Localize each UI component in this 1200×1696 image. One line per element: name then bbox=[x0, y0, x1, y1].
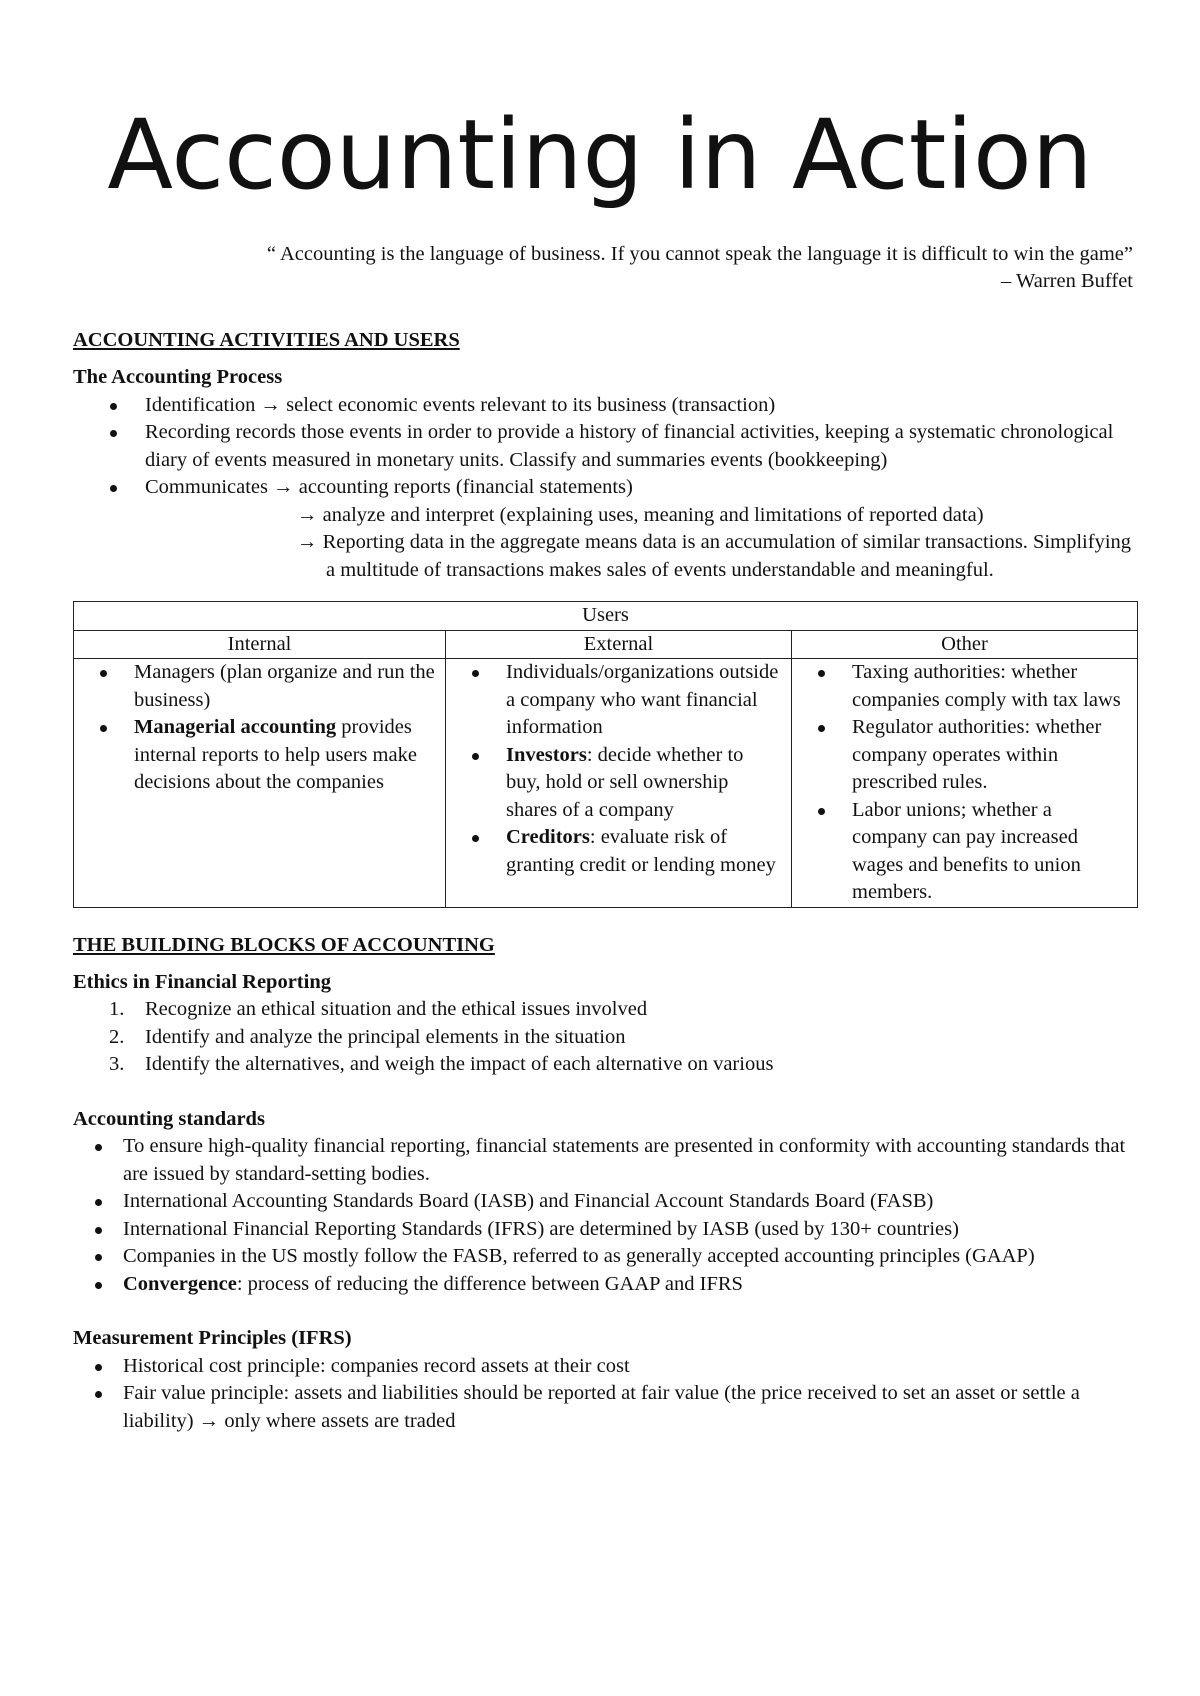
list-item: Labor unions; whether a company can pay increased wages and benefits to union members. bbox=[792, 797, 1129, 907]
table-caption: Users bbox=[74, 602, 1138, 631]
list-item: Managers (plan organize and run the business) bbox=[74, 659, 437, 714]
list-item: Recording records those events in order to provide a history of financial activities, keeping a systematic chronological diary of events measured in monetary units. Classify and summaries events (bookkeeping) bbox=[73, 419, 1143, 474]
section-heading-activities: ACCOUNTING ACTIVITIES AND USERS bbox=[73, 329, 460, 351]
section-heading-building-blocks: THE BUILDING BLOCKS OF ACCOUNTING bbox=[73, 933, 495, 956]
quote-block bbox=[110, 241, 1133, 295]
item-text: Identify the alternatives, and weigh the impact of each alternative on various bbox=[145, 1053, 774, 1075]
sub-item: → Reporting data in the aggregate means data is an accumulation of similar transactions. Simplifying a multitude of transactions makes sales of events understandable and meaningful. bbox=[297, 531, 1132, 581]
list-item: Communicates → accounting reports (financial statements) bbox=[73, 474, 1143, 502]
quote-author: – Warren Buffet bbox=[1001, 270, 1133, 292]
ethics-list bbox=[73, 996, 1143, 1079]
subheading-accounting-standards: Accounting standards bbox=[73, 1107, 265, 1130]
column-header-internal: Internal bbox=[74, 630, 446, 659]
subheading-accounting-process: The Accounting Process bbox=[73, 366, 283, 388]
accounting-process-list bbox=[73, 392, 1143, 502]
list-item: Fair value principle: assets and liabilities should be reported at fair value (the price received to set an asset or settle a liability) → only where assets are traded bbox=[73, 1380, 1143, 1435]
column-header-external: External bbox=[446, 630, 792, 659]
list-item: International Financial Reporting Standards (IFRS) are determined by IASB (used by 130+ countries) bbox=[73, 1216, 1143, 1244]
document-content bbox=[73, 327, 1143, 1435]
list-item bbox=[74, 714, 437, 797]
list-item bbox=[446, 742, 783, 825]
column-header-other: Other bbox=[792, 630, 1138, 659]
list-item: To ensure high-quality financial reporting, financial statements are presented in conformity with accounting standards that are issued by standard-setting bodies. bbox=[73, 1133, 1143, 1188]
list-item bbox=[73, 1024, 1143, 1052]
standards-list bbox=[73, 1133, 1143, 1298]
internal-users-cell bbox=[74, 659, 446, 908]
list-item: Taxing authorities: whether companies comply with tax laws bbox=[792, 659, 1129, 714]
external-users-cell bbox=[446, 659, 792, 908]
list-item: Companies in the US mostly follow the FASB, referred to as generally accepted accounting principles (GAAP) bbox=[73, 1243, 1143, 1271]
term-investors: Investors bbox=[506, 743, 587, 766]
page-title: Accounting in Action bbox=[107, 99, 1093, 211]
item-number: 1. bbox=[109, 998, 125, 1020]
list-item bbox=[73, 1271, 1143, 1299]
list-item bbox=[73, 996, 1143, 1024]
list-item bbox=[73, 1051, 1143, 1079]
item-number: 2. bbox=[109, 1025, 125, 1048]
subheading-measurement-principles: Measurement Principles (IFRS) bbox=[73, 1327, 352, 1349]
item-text: Identify and analyze the principal elements in the situation bbox=[145, 1025, 626, 1048]
quote-text: “ Accounting is the language of business. If you cannot speak the language it is difficult to win the game” bbox=[266, 243, 1133, 265]
list-item: Identification → select economic events relevant to its business (transaction) bbox=[73, 392, 1143, 420]
list-item: Historical cost principle: companies record assets at their cost bbox=[73, 1353, 1143, 1381]
item-text: Recognize an ethical situation and the ethical issues involved bbox=[145, 998, 648, 1020]
list-item: Individuals/organizations outside a company who want financial information bbox=[446, 659, 783, 742]
measurement-list bbox=[73, 1353, 1143, 1436]
term-description: : evaluate risk of granting credit or lending money bbox=[506, 826, 776, 876]
term-creditors: Creditors bbox=[506, 826, 590, 848]
item-number: 3. bbox=[109, 1053, 125, 1075]
users-table bbox=[73, 601, 1138, 908]
list-item bbox=[446, 824, 783, 879]
sub-item: → analyze and interpret (explaining uses, meaning and limitations of reported data) bbox=[297, 503, 984, 526]
term-managerial-accounting: Managerial accounting bbox=[134, 716, 337, 738]
subheading-ethics: Ethics in Financial Reporting bbox=[73, 970, 331, 993]
term-convergence: Convergence bbox=[123, 1272, 237, 1295]
list-item: Regulator authorities: whether company operates within prescribed rules. bbox=[792, 714, 1129, 797]
term-description: provides internal reports to help users make decisions about the companies bbox=[134, 716, 417, 793]
list-item: International Accounting Standards Board (IASB) and Financial Account Standards Board (FASB) bbox=[73, 1188, 1143, 1216]
term-description: : process of reducing the difference between GAAP and IFRS bbox=[236, 1272, 743, 1295]
term-description: : decide whether to buy, hold or sell ownership shares of a company bbox=[506, 743, 744, 821]
other-users-cell bbox=[792, 659, 1138, 908]
